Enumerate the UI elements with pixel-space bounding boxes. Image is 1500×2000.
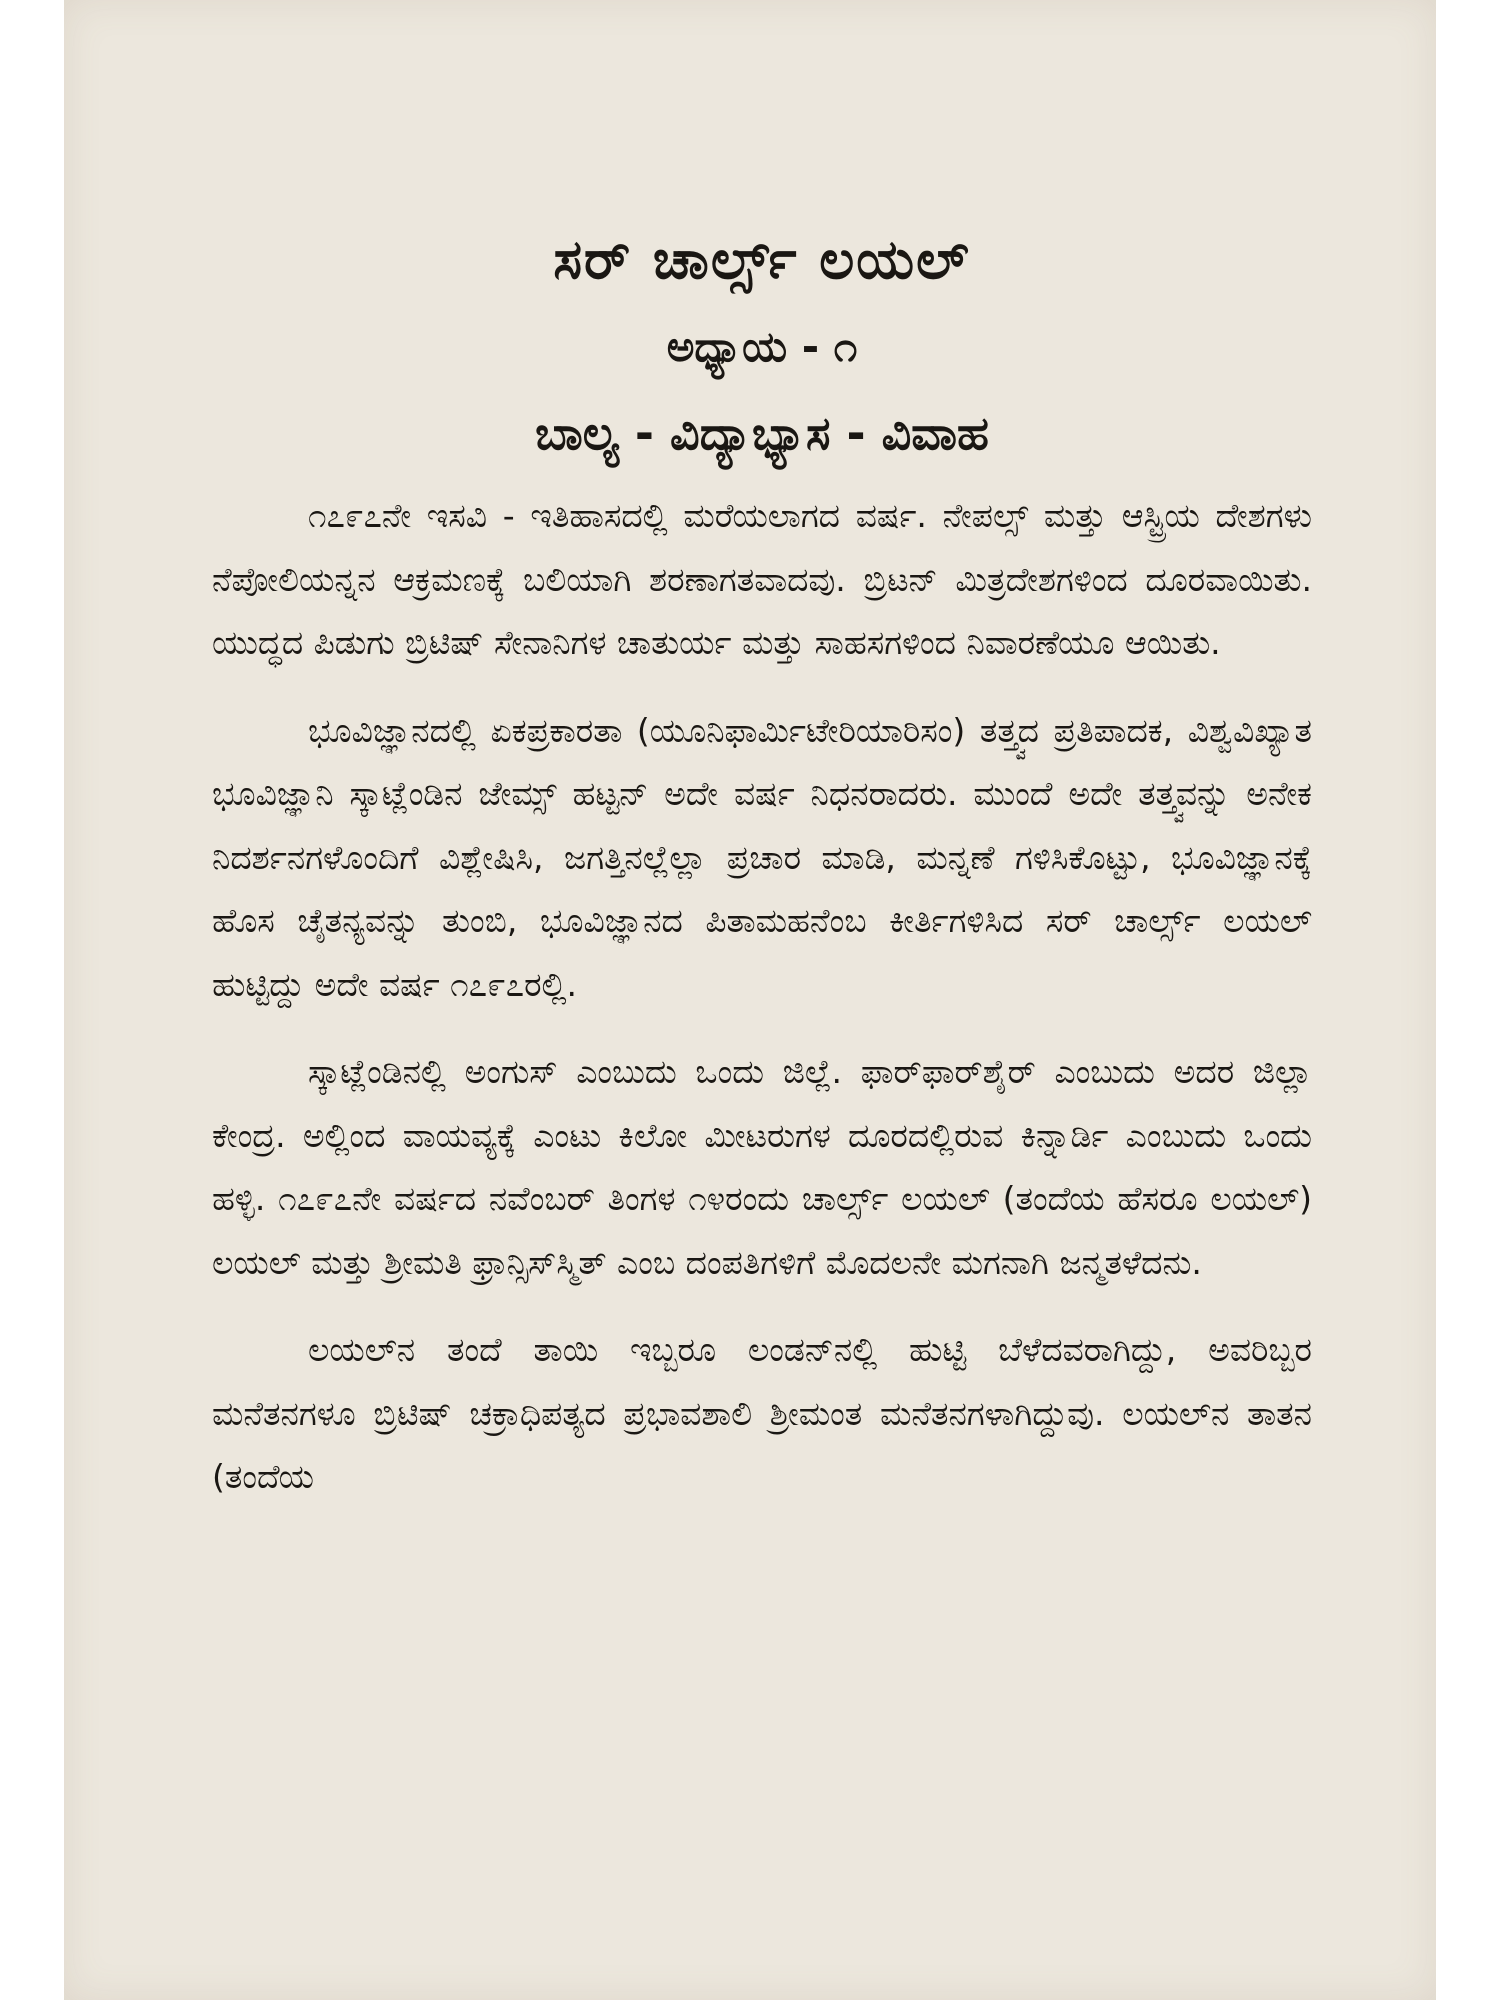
paragraph-1: ೧೭೯೭ನೇ ಇಸವಿ - ಇತಿಹಾಸದಲ್ಲಿ ಮರೆಯಲಾಗದ ವರ್ಷ. ನೇಪಲ್ಸ್ ಮತ್ತು ಆಸ್ಟ್ರಿಯ ದೇಶಗಳು ನೆಪೋಲಿಯನ್ನನ ಆಕ್ರಮಣಕ್ಕೆ ಬಲಿಯಾಗಿ ಶರಣಾಗತವಾದವು. ಬ್ರಿಟನ್ ಮಿತ್ರದೇಶಗಳಿಂದ ದೂರವಾಯಿತು. ಯುದ್ಧದ ಪಿಡುಗು ಬ್ರಿಟಿಷ್ ಸೇನಾನಿಗಳ ಚಾತುರ್ಯ ಮತ್ತು ಸಾಹಸಗಳಿಂದ ನಿವಾರಣೆಯೂ ಆಯಿತು.: [212, 496, 1312, 662]
paragraph-3: ಸ್ಕಾಟ್ಲೆಂಡಿನಲ್ಲಿ ಅಂಗುಸ್ ಎಂಬುದು ಒಂದು ಜಿಲ್ಲೆ. ಫಾರ್‌ಫಾರ್‌ಶೈರ್ ಎಂಬುದು ಅದರ ಜಿಲ್ಲಾ ಕೇಂದ್ರ. ಅಲ್ಲಿಂದ ವಾಯವ್ಯಕ್ಕೆ ಎಂಟು ಕಿಲೋ ಮೀಟರುಗಳ ದೂರದಲ್ಲಿರುವ ಕಿನ್ನಾರ್ಡಿ ಎಂಬುದು ಒಂದು ಹಳ್ಳಿ. ೧೭೯೭ನೇ ವರ್ಷದ ನವೆಂಬರ್ ತಿಂಗಳ ೧೪ರಂದು ಚಾರ್ಲ್ಸ್ ಲಯಲ್ (ತಂದೆಯ ಹೆಸರೂ ಲಯಲ್) ಲಯಲ್ ಮತ್ತು ಶ್ರೀಮತಿ ಫ್ರಾನ್ಸಿಸ್‌ಸ್ಮಿತ್ ಎಂಬ ದಂಪತಿಗಳಿಗೆ ಮೊದಲನೇ ಮಗನಾಗಿ ಜನ್ಮತಳೆದನು.: [212, 1052, 1312, 1282]
chapter-subtitle: ಬಾಲ್ಯ - ವಿದ್ಯಾಭ್ಯಾಸ - ವಿವಾಹ: [535, 406, 989, 460]
chapter-heading: ಅಧ್ಯಾಯ - ೧: [666, 322, 858, 371]
paragraph-4: ಲಯಲ್‌ನ ತಂದೆ ತಾಯಿ ಇಬ್ಬರೂ ಲಂಡನ್‌ನಲ್ಲಿ ಹುಟ್ಟಿ ಬೆಳೆದವರಾಗಿದ್ದು, ಅವರಿಬ್ಬರ ಮನೆತನಗಳೂ ಬ್ರಿಟಿಷ್ ಚಕ್ರಾಧಿಪತ್ಯದ ಪ್ರಭಾವಶಾಲಿ ಶ್ರೀಮಂತ ಮನೆತನಗಳಾಗಿದ್ದುವು. ಲಯಲ್‌ನ ತಾತನ (ತಂದೆಯ: [212, 1330, 1312, 1496]
paragraph-2: ಭೂವಿಜ್ಞಾನದಲ್ಲಿ ಏಕಪ್ರಕಾರತಾ (ಯೂನಿಫಾರ್ಮಿಟೇರಿಯಾರಿಸಂ) ತತ್ತ್ವದ ಪ್ರತಿಪಾದಕ, ವಿಶ್ವವಿಖ್ಯಾತ ಭೂವಿಜ್ಞಾನಿ ಸ್ಕಾಟ್ಲೆಂಡಿನ ಜೇಮ್ಸ್ ಹಟ್ಟನ್ ಅದೇ ವರ್ಷ ನಿಧನರಾದರು. ಮುಂದೆ ಅದೇ ತತ್ತ್ವವನ್ನು ಅನೇಕ ನಿದರ್ಶನಗಳೊಂದಿಗೆ ವಿಶ್ಲೇಷಿಸಿ, ಜಗತ್ತಿನಲ್ಲೆಲ್ಲಾ ಪ್ರಚಾರ ಮಾಡಿ, ಮನ್ನಣೆ ಗಳಿಸಿಕೊಟ್ಟು, ಭೂವಿಜ್ಞಾನಕ್ಕೆ ಹೊಸ ಚೈತನ್ಯವನ್ನು ತುಂಬಿ, ಭೂವಿಜ್ಞಾನದ ಪಿತಾಮಹನೆಂಬ ಕೀರ್ತಿಗಳಿಸಿದ ಸರ್ ಚಾರ್ಲ್ಸ್ ಲಯಲ್ ಹುಟ್ಟಿದ್ದು ಅದೇ ವರ್ಷ ೧೭೯೭ರಲ್ಲಿ.: [212, 710, 1312, 1004]
page-content: [212, 200, 1312, 1533]
book-page: [64, 0, 1436, 2000]
page-title: ಸರ್ ಚಾರ್ಲ್ಸ್ ಲಯಲ್: [553, 228, 971, 291]
